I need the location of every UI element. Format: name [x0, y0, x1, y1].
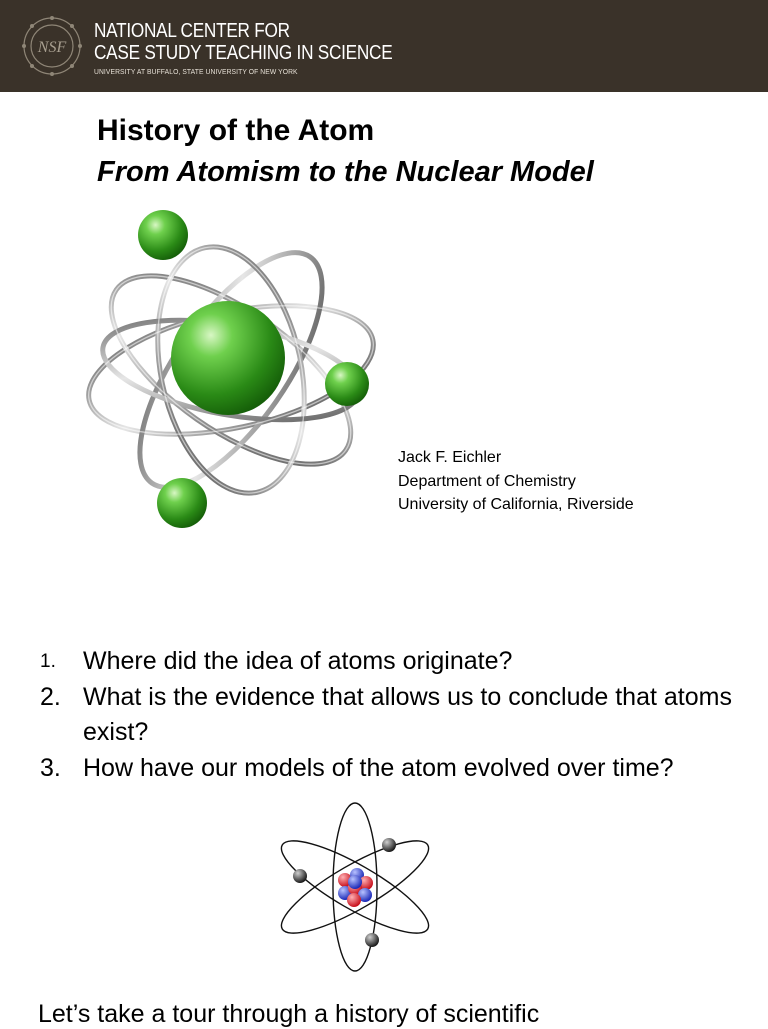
header-banner — [0, 0, 768, 92]
nsf-logo-text: NSF — [37, 39, 67, 56]
green-atom-illustration-icon — [76, 200, 386, 535]
electron-sphere — [325, 362, 369, 406]
org-name-line2: CASE STUDY TEACHING IN SCIENCE — [94, 42, 393, 64]
electron-sphere — [138, 210, 188, 260]
nsf-logo-icon — [20, 14, 84, 78]
list-number: 1. — [40, 651, 56, 672]
nucleus — [338, 868, 373, 907]
list-text: How have our models of the atom evolved over time? — [83, 753, 674, 782]
list-text: What is the evidence that allows us to conclude that atoms exist? — [83, 682, 732, 746]
question-list — [40, 644, 740, 786]
list-text: Where did the idea of atoms originate? — [83, 647, 513, 675]
author-name: Jack F. Eichler — [398, 449, 502, 466]
list-number: 2. — [40, 682, 61, 711]
electron — [365, 933, 379, 947]
nucleus-sphere — [171, 301, 285, 415]
electron-sphere — [157, 478, 207, 528]
electron — [382, 838, 396, 852]
list-number: 3. — [40, 753, 61, 782]
electron — [293, 869, 307, 883]
list-item — [40, 751, 740, 787]
org-name-line1: NATIONAL CENTER FOR — [94, 20, 290, 42]
list-item — [40, 644, 740, 680]
page-subtitle: From Atomism to the Nuclear Model — [97, 156, 594, 188]
org-affiliation: UNIVERSITY AT BUFFALO, STATE UNIVERSITY OF NEW YORK — [94, 67, 298, 76]
author-department: Department of Chemistry — [398, 472, 576, 490]
footer-text: Let’s take a tour through a history of scientific — [38, 1000, 540, 1028]
author-university: University of California, Riverside — [398, 496, 634, 513]
list-item — [40, 680, 740, 751]
atom-diagram-icon — [275, 800, 435, 975]
page-title: History of the Atom — [97, 114, 375, 147]
author-block — [398, 446, 634, 517]
